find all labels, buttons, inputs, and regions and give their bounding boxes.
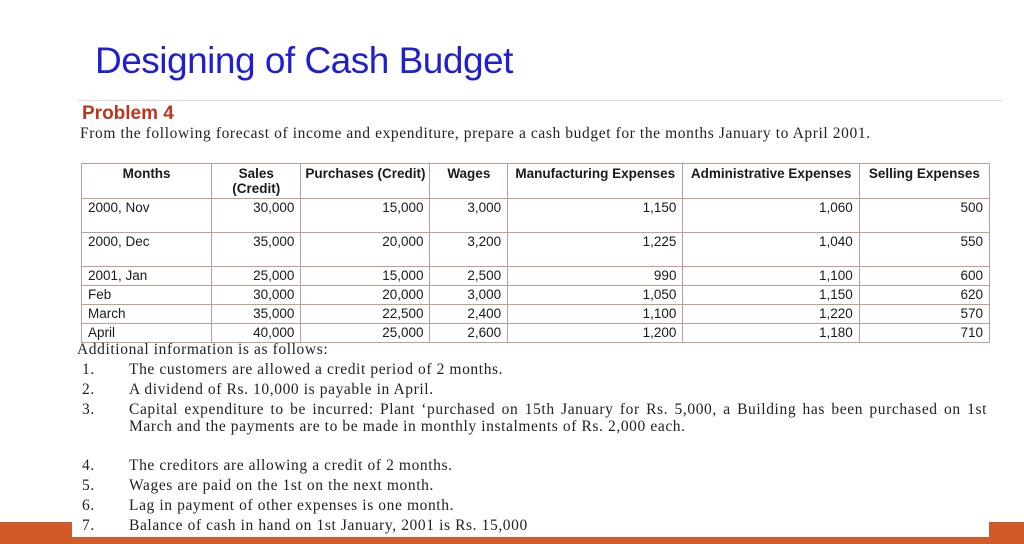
cell-purchases: 15,000 xyxy=(301,267,430,286)
table-row xyxy=(82,286,990,305)
cell-selling: 710 xyxy=(859,324,989,343)
title-divider xyxy=(78,100,1002,101)
table-header-row xyxy=(82,164,990,199)
slide-title: Designing of Cash Budget xyxy=(95,40,513,81)
col-header-sales: Sales (Credit) xyxy=(212,164,301,199)
list-item xyxy=(82,401,987,435)
col-header-manufacturing: Manufacturing Expenses xyxy=(508,164,683,199)
cell-manufacturing: 1,150 xyxy=(508,199,683,233)
footer-accent-right xyxy=(989,522,1024,544)
cell-purchases: 20,000 xyxy=(301,233,430,267)
cell-administrative: 1,180 xyxy=(683,324,859,343)
list-item-text: Balance of cash in hand on 1st January, 2001 is Rs. 15,000 xyxy=(129,517,528,534)
additional-info-heading: Additional information is as follows: xyxy=(77,341,329,358)
cell-wages: 2,500 xyxy=(430,267,508,286)
list-item-text: Wages are paid on the 1st on the next month. xyxy=(129,477,434,494)
cell-manufacturing: 990 xyxy=(508,267,683,286)
list-item-number: 5. xyxy=(82,477,95,494)
list-item-number: 4. xyxy=(82,457,95,474)
table-row xyxy=(82,305,990,324)
list-item-number: 2. xyxy=(82,381,95,398)
footer-accent-bar xyxy=(0,537,1024,544)
cell-selling: 620 xyxy=(859,286,989,305)
cell-sales: 30,000 xyxy=(212,286,301,305)
list-item-number: 3. xyxy=(82,401,95,418)
footer-accent-left xyxy=(0,522,72,544)
cell-month: 2000, Nov xyxy=(82,199,212,233)
col-header-months: Months xyxy=(82,164,212,199)
cell-wages: 3,200 xyxy=(430,233,508,267)
cell-purchases: 22,500 xyxy=(301,305,430,324)
cell-wages: 3,000 xyxy=(430,286,508,305)
cell-administrative: 1,040 xyxy=(683,233,859,267)
list-item xyxy=(82,381,987,398)
list-item xyxy=(82,497,987,514)
cell-wages: 2,400 xyxy=(430,305,508,324)
list-item xyxy=(82,457,987,474)
cell-month: April xyxy=(82,324,212,343)
table-row xyxy=(82,199,990,233)
cell-manufacturing: 1,100 xyxy=(508,305,683,324)
list-item-number: 6. xyxy=(82,497,95,514)
cell-selling: 550 xyxy=(859,233,989,267)
cell-month: Feb xyxy=(82,286,212,305)
table-row xyxy=(82,267,990,286)
col-header-selling: Selling Expenses xyxy=(859,164,989,199)
cell-purchases: 15,000 xyxy=(301,199,430,233)
problem-intro: From the following forecast of income and expenditure, prepare a cash budget for the months January to April 2001. xyxy=(80,125,871,142)
cell-month: March xyxy=(82,305,212,324)
cell-sales: 25,000 xyxy=(212,267,301,286)
cell-manufacturing: 1,200 xyxy=(508,324,683,343)
list-item-text: Lag in payment of other expenses is one month. xyxy=(129,497,455,514)
cell-sales: 30,000 xyxy=(212,199,301,233)
table-row xyxy=(82,324,990,343)
list-item-text: The customers are allowed a credit period of 2 months. xyxy=(129,361,504,378)
cell-sales: 35,000 xyxy=(212,305,301,324)
cell-wages: 2,600 xyxy=(430,324,508,343)
cell-administrative: 1,060 xyxy=(683,199,859,233)
list-item xyxy=(82,477,987,494)
list-item-text: Capital expenditure to be incurred: Plant ‘purchased on 15th January for Rs. 5,000, a Building has been purchased on 1st March and the payments are to be made in monthly instalments of Rs. 2,000 each. xyxy=(129,401,987,435)
col-header-purchases: Purchases (Credit) xyxy=(301,164,430,199)
col-header-administrative: Administrative Expenses xyxy=(683,164,859,199)
list-item-text: A dividend of Rs. 10,000 is payable in April. xyxy=(129,381,434,398)
cell-purchases: 20,000 xyxy=(301,286,430,305)
cell-administrative: 1,150 xyxy=(683,286,859,305)
problem-label: Problem 4 xyxy=(82,103,174,124)
col-header-wages: Wages xyxy=(430,164,508,199)
cell-selling: 600 xyxy=(859,267,989,286)
list-item xyxy=(82,361,987,378)
forecast-table xyxy=(81,163,990,343)
cell-selling: 570 xyxy=(859,305,989,324)
list-item-number: 7. xyxy=(82,517,95,534)
cell-purchases: 25,000 xyxy=(301,324,430,343)
cell-month: 2000, Dec xyxy=(82,233,212,267)
table-row xyxy=(82,233,990,267)
cell-administrative: 1,220 xyxy=(683,305,859,324)
cell-month: 2001, Jan xyxy=(82,267,212,286)
cell-sales: 35,000 xyxy=(212,233,301,267)
cell-administrative: 1,100 xyxy=(683,267,859,286)
cell-manufacturing: 1,050 xyxy=(508,286,683,305)
cell-sales: 40,000 xyxy=(212,324,301,343)
list-item-number: 1. xyxy=(82,361,95,378)
cell-selling: 500 xyxy=(859,199,989,233)
list-item-text: The creditors are allowing a credit of 2 months. xyxy=(129,457,453,474)
cell-wages: 3,000 xyxy=(430,199,508,233)
cell-manufacturing: 1,225 xyxy=(508,233,683,267)
list-item xyxy=(82,517,987,534)
